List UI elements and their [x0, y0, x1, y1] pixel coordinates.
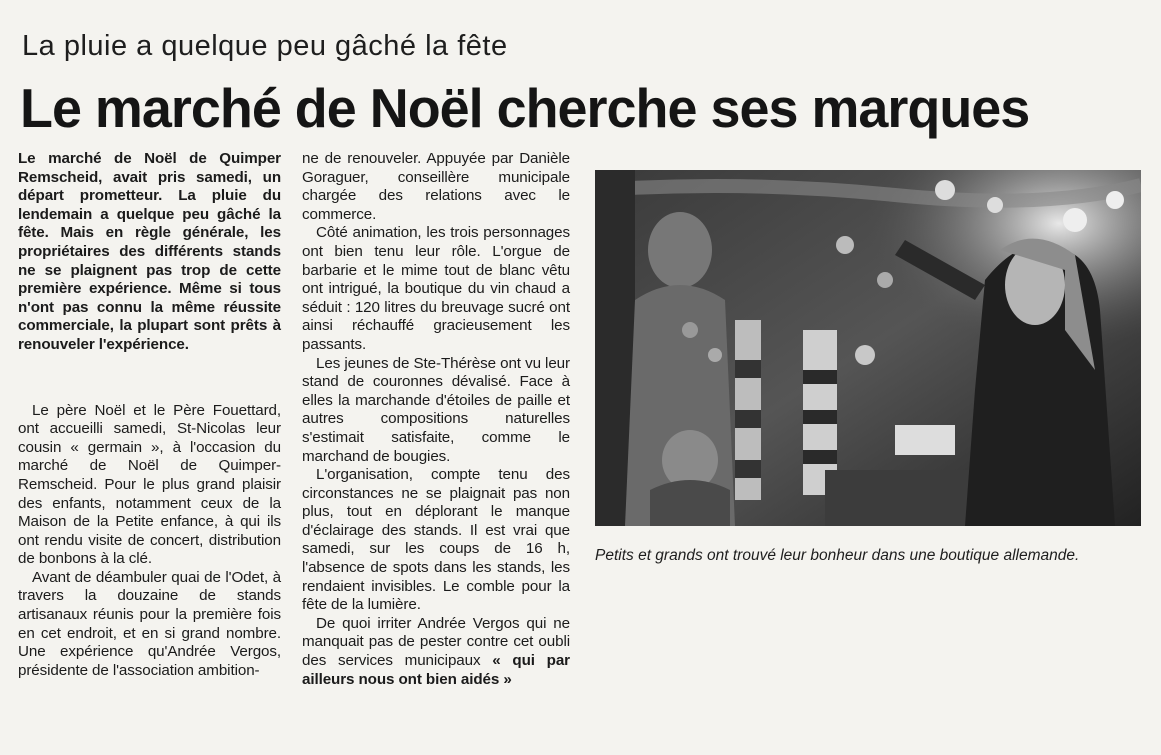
body-paragraph-last — [302, 615, 570, 689]
article-column-2 — [302, 150, 570, 689]
article-headline: Le marché de Noël cherche ses marques — [20, 77, 1030, 139]
body-paragraph-continued: ne de renouveler. Appuyée par Danièle Goraguer, conseillère municipale chargée des relations avec le commerce. — [302, 150, 570, 223]
article-chapeau: Le marché de Noël de Quimper Remscheid, avait pris samedi, un départ prometteur. La pluie du lendemain a quelque peu gâché la fête. Mais en règle générale, les propriétaires des différents stands ne se plaignent pas trop de cette première expérience. Même si tous n'ont pas connu la même réussite commerciale, la plupart sont prêts à renouveler l'expérience. — [18, 150, 281, 353]
body-paragraph: Les jeunes de Ste-Thérèse ont vu leur stand de couronnes dévalisé. Face à elles la marchande d'étoiles de paille et autres compositions naturelles s'estimait satisfaite, comme le marchand de bougies. — [302, 354, 570, 465]
photo-caption: Petits et grands ont trouvé leur bonheur dans une boutique allemande. — [595, 547, 1080, 564]
article-photo — [595, 170, 1141, 526]
article-kicker: La pluie a quelque peu gâché la fête — [22, 30, 508, 62]
body-paragraph: Le père Noël et le Père Fouettard, ont accueilli samedi, St-Nicolas leur cousin « germain », à l'occasion du marché de Noël de Quimper-Remscheid. Pour le plus grand plaisir des enfants, notamment ceux de la Maison de la Petite enfance, à qui ils ont rendu visite de concert, distribution de bonbons à la clé. — [18, 401, 281, 568]
article-column-1 — [18, 150, 281, 680]
body-paragraph: L'organisation, compte tenu des circonstances ne se plaignait pas non plus, tout en déplorant le manque d'éclairage des stands. Il est vrai que samedi, sur les coups de 16 h, l'absence de spots dans les stands, les rendaient invisibles. Le comble pour la fête de la lumière. — [302, 466, 570, 614]
market-stall-photo — [595, 170, 1141, 526]
last-paragraph-text: De quoi irriter Andrée Vergos qui ne manquait pas de pester contre cet oubli des services municipaux — [302, 614, 570, 670]
closing-quote: « qui par ailleurs nous ont bien aidés » — [302, 652, 570, 688]
body-paragraph: Côté animation, les trois personnages ont bien tenu leur rôle. L'orgue de barbarie et le mime tout de blanc vêtu ont intrigué, la boutique du vin chaud a séduit : 120 litres du breuvage sucré ont ainsi réchauffé gracieusement les passants. — [302, 224, 570, 353]
body-paragraph: Avant de déambuler quai de l'Odet, à travers la douzaine de stands artisanaux réunis pour la première fois en cet endroit, et en si grand nombre. Une expérience qu'Andrée Vergos, présidente de l'association ambition- — [18, 568, 281, 679]
